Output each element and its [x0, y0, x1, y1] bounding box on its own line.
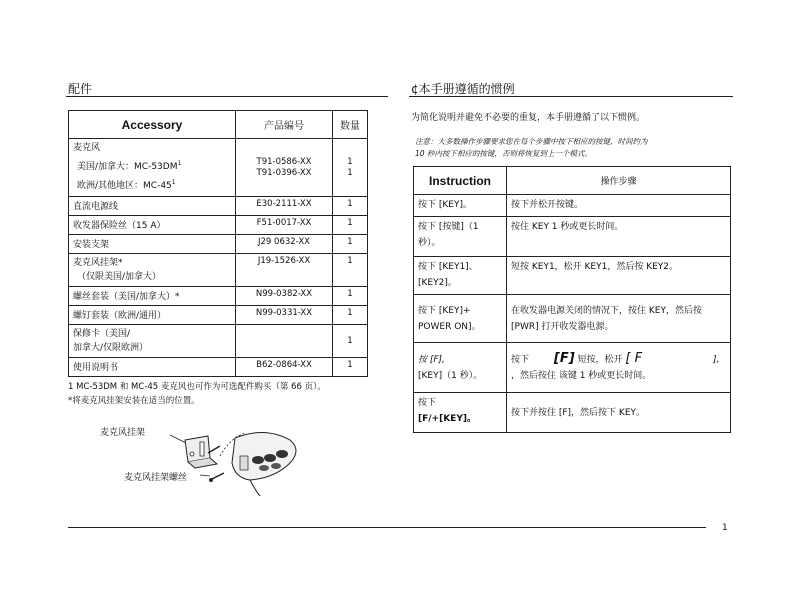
instruction-cell-2: [F/+[KEY]。 — [418, 414, 476, 424]
item-pn: F51-0017-XX — [236, 216, 333, 235]
hanger-screw-label: 麦克风挂架螺丝 — [124, 473, 188, 483]
instruction-cell: 按下 [按键]（1 — [418, 222, 479, 232]
mic-qty-2: 1 — [347, 167, 353, 178]
footnote-2: *将麦克风挂架安装在适当的位置。 — [68, 396, 200, 406]
item-name: 直流电源线 — [69, 197, 236, 216]
item-pn: B62-0864-XX — [236, 358, 333, 377]
conventions-intro: 为简化说明并避免不必要的重复，本手册遵循了以下惯例。 — [411, 113, 646, 123]
table-row — [414, 295, 731, 343]
item-qty: 1 — [333, 235, 368, 254]
item-qty: 1 — [333, 306, 368, 325]
item-name: 螺丝套装（美国/加拿大）* — [69, 287, 236, 306]
table-row — [414, 393, 731, 433]
instruction-header: Instruction — [414, 167, 507, 195]
table-row — [69, 216, 368, 235]
item-name: 安装支架 — [69, 235, 236, 254]
step-cell-2: [PWR] 打开收发器电源。 — [511, 321, 614, 332]
item-qty: 1 — [333, 325, 368, 358]
heading-rule-left — [66, 96, 388, 97]
item-pn — [236, 325, 333, 358]
table-row — [69, 197, 368, 216]
step-cell: 短按 KEY1，松开 KEY1，然后按 KEY2。 — [507, 257, 731, 295]
step-cell: 按下并按住 [F]，然后按下 KEY。 — [507, 393, 731, 433]
mic-pn-2: T91-0396-XX — [256, 167, 312, 178]
item-qty: 1 — [333, 287, 368, 306]
item-pn: J29 0632-XX — [236, 235, 333, 254]
item-name: 螺钉套装（欧洲/通用） — [69, 306, 236, 325]
quantity-header: 数量 — [333, 111, 368, 139]
item-pn: J19-1526-XX — [236, 254, 333, 287]
instruction-cell: 按下 [KEY]+ — [418, 305, 471, 316]
mic-hanger-illustration — [140, 418, 330, 498]
item-name: 收发器保险丝（15 A） — [69, 216, 236, 235]
table-row — [414, 257, 731, 295]
item-qty: 1 — [333, 216, 368, 235]
footnote-1: 1 MC-53DM 和 MC-45 麦克风也可作为可选配件购买（第 66 页）。 — [68, 382, 326, 392]
item-name-2: （仅限美国/加拿大） — [77, 272, 162, 282]
item-qty: 1 — [333, 254, 368, 287]
table-row — [69, 325, 368, 358]
step-cell: 按住 KEY 1 秒或更长时间。 — [507, 217, 731, 257]
table-row — [69, 254, 368, 287]
instruction-table — [413, 166, 731, 433]
instruction-cell: 按 [F], — [418, 354, 445, 365]
table-row — [414, 343, 731, 393]
table-row — [414, 195, 731, 217]
step-mid: 短按，松开 — [577, 355, 623, 365]
table-row — [69, 306, 368, 325]
f-key-label: [F] — [553, 351, 575, 366]
mic-qty-1: 1 — [347, 156, 353, 167]
instruction-cell: 按下 [KEY]。 — [414, 195, 507, 217]
item-pn: N99-0331-XX — [236, 306, 333, 325]
hanger-bracket-icon — [185, 436, 217, 468]
step-end: ], — [712, 355, 720, 365]
item-qty: 1 — [333, 197, 368, 216]
f-key-label-2: [ F — [625, 351, 643, 366]
step-prefix: 按下 — [511, 355, 530, 365]
footnote-marker: 1 — [177, 160, 182, 167]
item-name: 保修卡（美国/ — [73, 329, 131, 339]
item-pn: E30-2111-XX — [236, 197, 333, 216]
mic-pn-1: T91-0586-XX — [256, 156, 312, 167]
item-name: 麦克风挂架* — [73, 258, 123, 268]
page-number: 1 — [722, 523, 728, 533]
hanger-label: 麦克风挂架 — [100, 428, 146, 438]
accessory-table — [68, 110, 368, 377]
footer-rule — [68, 527, 706, 528]
table-row — [69, 139, 368, 197]
item-pn: N99-0382-XX — [236, 287, 333, 306]
instruction-cell: 按下 [KEY1]、 — [418, 262, 478, 272]
step-cell: 按下并松开按键。 — [507, 195, 731, 217]
footnote-marker: 1 — [171, 179, 176, 186]
conventions-heading: ¢本手册遵循的惯例 — [411, 82, 515, 96]
mic-title: 麦克风 — [73, 143, 101, 153]
instruction-cell-2: [KEY2]。 — [418, 278, 457, 288]
table-row — [69, 358, 368, 377]
instruction-cell-2: 秒）。 — [418, 238, 441, 248]
step-cell: 在收发器电源关闭的情况下，按住 KEY，然后按 — [511, 305, 702, 316]
heading-rule-right — [409, 96, 733, 97]
item-name: 使用说明书 — [69, 358, 236, 377]
accessory-header: Accessory — [69, 111, 236, 139]
accessories-heading: 配件 — [68, 82, 93, 96]
instruction-cell: 按下 — [418, 398, 437, 408]
mic-us-label: 美国/加拿大：MC-53DM — [77, 162, 178, 172]
mic-eu-label: 欧洲/其他地区：MC-45 — [77, 181, 172, 191]
leader-line — [200, 475, 210, 476]
instruction-cell-2: [KEY]（1 秒）。 — [418, 370, 483, 381]
table-row — [69, 235, 368, 254]
note-line-2: 10 秒内按下相应的按键，否则将恢复到上一个模式。 — [415, 149, 592, 158]
table-row — [414, 217, 731, 257]
note-line-1: 注意：大多数操作步骤要求您在每个步骤中按下相应的按键，时间约为 — [415, 137, 648, 146]
item-qty: 1 — [333, 358, 368, 377]
step-cell-2: ，然后按住 该键 1 秒或更长时间。 — [511, 371, 652, 381]
table-row — [69, 287, 368, 306]
steps-header: 操作步骤 — [507, 167, 731, 195]
item-name-2: 加拿大/仅限欧洲） — [73, 343, 149, 353]
part-number-header: 产品编号 — [236, 111, 333, 139]
instruction-cell-2: POWER ON]。 — [418, 321, 481, 332]
microphone-icon — [232, 432, 296, 496]
